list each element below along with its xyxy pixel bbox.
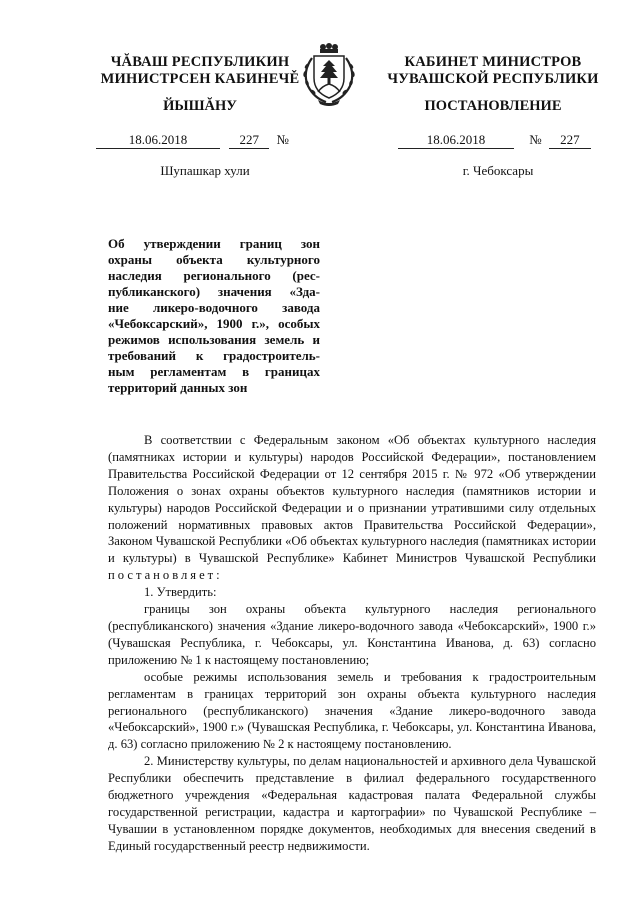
meta-left-num-sign: № [276, 132, 289, 147]
body-paragraph: 1. Утвердить: [144, 585, 217, 600]
meta-left-city: Шупашкар хули [160, 163, 250, 178]
meta-right-number: 227 [549, 132, 591, 149]
body-paragraph: границы зон охраны объекта культурного наследия регионального (республиканского) значения «Здание ликеро-водочного завода «Чебоксарский», 1900 г.» (Чувашская Республика, г. Чебоксары, ул. Константина Иванова, д. 63) согласно приложению № 1 к настоящему постановлению; [108, 602, 596, 667]
title-line: территорий данных зон [108, 380, 248, 395]
body-paragraph-text: В соответствии с Федеральным законом «Об объектах культурного наследия (памятниках истории и культуры) народов Российской Федерации», постановлением Правительства Российской Федерации от 12 сентября 2015 г. № 972 «Об утверждении Положения о зонах охраны объектов культурного наследия (памятников истории и культуры) народов Российской Федерации и о признании утратившими силу отдельных положений нормативных правовых актов Правительства Российской Федерации», Законом Чувашской Республики «Об объектах культурного наследия (памятниках истории и культуры) в Чувашской Республике» Кабинет Министров Чувашской Республики [108, 433, 596, 566]
meta-right-date: 18.06.2018 [398, 132, 514, 149]
chuvash-coat-of-arms-icon [298, 42, 360, 108]
body-paragraph: особые режимы использования земель и требования к градостроительным регламентам в границах территорий зон охраны объекта культурного наследия регионального (республиканского) значения «Здание ликеро-водочного завода «Чебоксарский», 1900 г.» (Чувашская Республика, г. Чебоксары, ул. Константина Иванова, д. 63) согласно приложению № 2 к настоящему постановлению. [108, 669, 596, 752]
meta-right-date-number [398, 132, 598, 149]
header-right-doc-type: ПОСТАНОВЛЕНИЕ [424, 98, 562, 114]
title-line: публиканского) значения «Зда- [108, 284, 320, 299]
meta-right-city: г. Чебоксары [462, 163, 534, 178]
header-right-line1: КАБИНЕТ МИНИСТРОВ [404, 54, 582, 70]
body-paragraph: 2. Министерству культуры, по делам национальностей и архивного дела Чувашской Республики обеспечить представление в филиал федерального государственного бюджетного учреждения «Федеральная кадастровая палата Федеральной службы государственной регистрации, кадастра и картографии» по Чувашской Республике – Чувашии в установленном порядке документов, необходимых для внесения сведений в Единый государственный реестр недвижимости. [108, 754, 596, 853]
title-line: наследия регионального (рес- [108, 268, 320, 283]
header-right-line2: ЧУВАШСКОЙ РЕСПУБЛИКИ [387, 71, 599, 87]
header-right-org [378, 54, 608, 88]
header-left-line1: ЧĂВАШ РЕСПУБЛИКИН [110, 54, 290, 70]
title-line: режимов использования земель и [108, 332, 320, 347]
header-left-line2: МИНИСТРСЕН КАБИНЕЧĚ [100, 71, 300, 87]
document-body [108, 432, 596, 855]
meta-left-date-number [96, 132, 314, 149]
title-line: требований к градостроитель- [108, 348, 320, 363]
decree-word: постановляет: [108, 568, 223, 583]
title-line: «Чебоксарский», 1900 г.», особых [108, 316, 320, 331]
title-line: Об утверждении границ зон [108, 236, 320, 251]
document-title [108, 236, 320, 396]
title-line: ние ликеро-водочного завода [108, 300, 320, 315]
body-paragraph [108, 432, 596, 584]
meta-left-number: 227 [229, 132, 269, 149]
header-left-doc-type: ЙЫШĂНУ [163, 98, 237, 114]
title-line: охраны объекта культурного [108, 252, 320, 267]
title-line: ным регламентам в границах [108, 364, 320, 379]
meta-left-date: 18.06.2018 [96, 132, 220, 149]
header-left-org [95, 54, 305, 88]
meta-right-num-sign: № [529, 132, 542, 147]
